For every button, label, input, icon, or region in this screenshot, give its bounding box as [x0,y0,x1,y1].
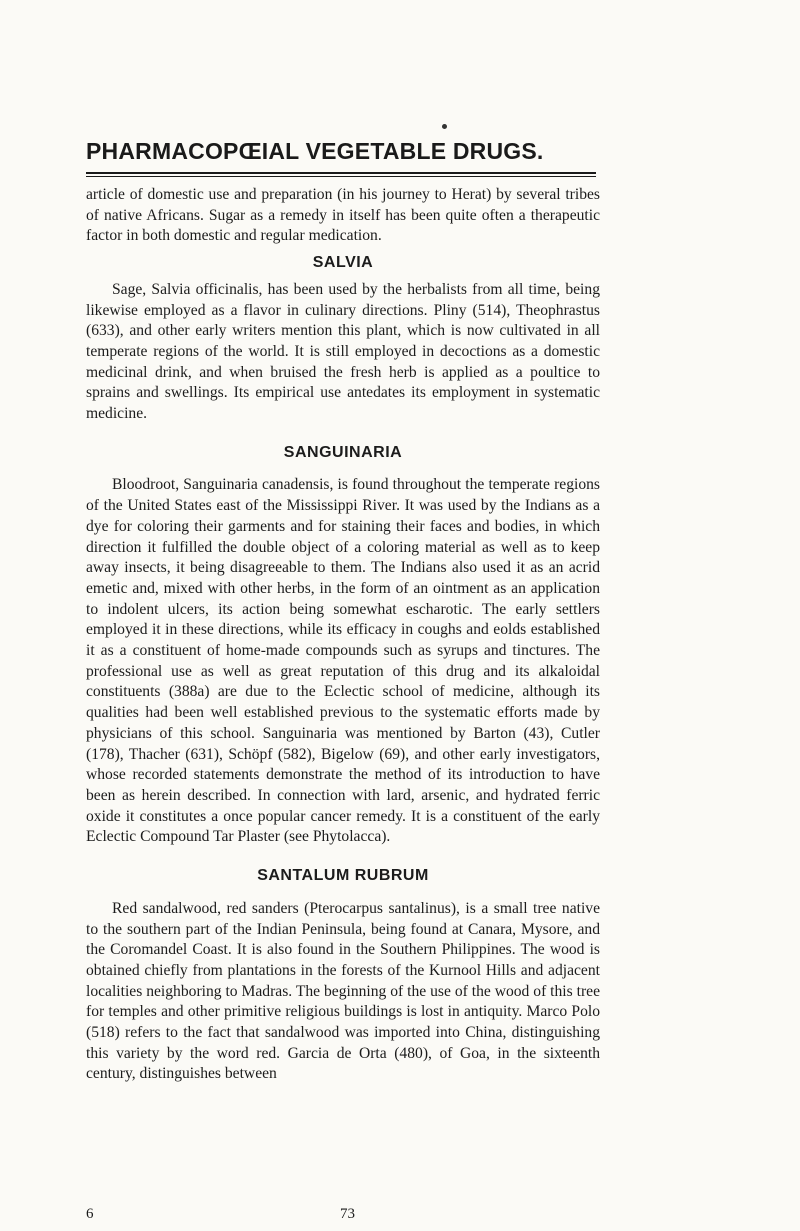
running-header: PHARMACOPŒIAL VEGETABLE DRUGS. [86,138,544,164]
print-speck [442,124,447,129]
sanguinaria-paragraph: Bloodroot, Sanguinaria canadensis, is found throughout the temperate regions of the United States east of the Mississippi River. It was used by the Indians as a dye for coloring their garments and for staining their faces and bodies, in which direction it fulfilled the double object of a coloring material as well as to keep away insects, it being disagreeable to them. The Indians also used it as an acrid emetic and, mixed with other herbs, in the form of an ointment as an application to indolent ulcers, its action being somewhat escharotic. The early settlers employed it in these directions, while its efficacy in coughs and eolds established it as a constituent of home-made compounds such as syrups and tinctures. The professional use as well as great reputation of this drug and its alkaloidal constituents (388a) are due to the Eclectic school of medicine, although its qualities had been well established previous to the systematic efforts made by physicians of this school. Sanguinaria was mentioned by Barton (43), Cutler (178), Thacher (631), Schöpf (582), Bigelow (69), and other early investigators, whose recorded statements demonstrate the method of its introduction to have been as herein described. In connection with lard, arsenic, and hydrated ferric oxide it constitutes a once popular cancer remedy. It is a constituent of the early Eclectic Compound Tar Plaster (see Phytolacca). [86,476,600,846]
section-heading-sanguinaria: SANGUINARIA [283,443,403,461]
santalum-paragraph: Red sandalwood, red sanders (Pterocarpus santalinus), is a small tree native to the southern part of the Indian Peninsula, being found at Canara, Mysore, and the Coromandel Coast. It is also found in the Southern Philippines. The wood is obtained chiefly from plantations in the forests of the Kurnool Hills and adjacent localities neighboring to Madras. The beginning of the use of the wood of this tree for temples and other primitive religious buildings is lost in antiquity. Marco Polo (518) refers to the fact that sandalwood was imported into China, distinguishing this variety by the word red. Garcia de Orta (480), of Goa, in the sixteenth century, distinguishes between [86,899,600,1083]
header-rule-thick [86,172,596,174]
intro-paragraph: article of domestic use and preparation (in his journey to Herat) by several tribes of native Africans. Sugar as a remedy in itself has been quite often a therapeutic factor in both domestic and regular medication. [86,186,600,245]
salvia-paragraph: Sage, Salvia officinalis, has been used by the herbalists from all time, being likewise employed as a flavor in culinary directions. Pliny (514), Theophrastus (633), and other early writers mention this plant, which is now cultivated in all temperate regions of the world. It is still employed in decoctions as a domestic medicinal drink, and when bruised the fresh herb is applied as a poultice to sprains and swellings. Its empirical use antedates its employment in systematic medicine. [86,280,600,423]
signature-mark: 6 [86,1206,94,1222]
page-number: 73 [340,1206,355,1222]
body-text [86,185,600,1085]
header-rule-thin [86,176,596,177]
section-heading-salvia: SALVIA [312,254,374,272]
section-heading-santalum: SANTALUM RUBRUM [257,867,429,885]
